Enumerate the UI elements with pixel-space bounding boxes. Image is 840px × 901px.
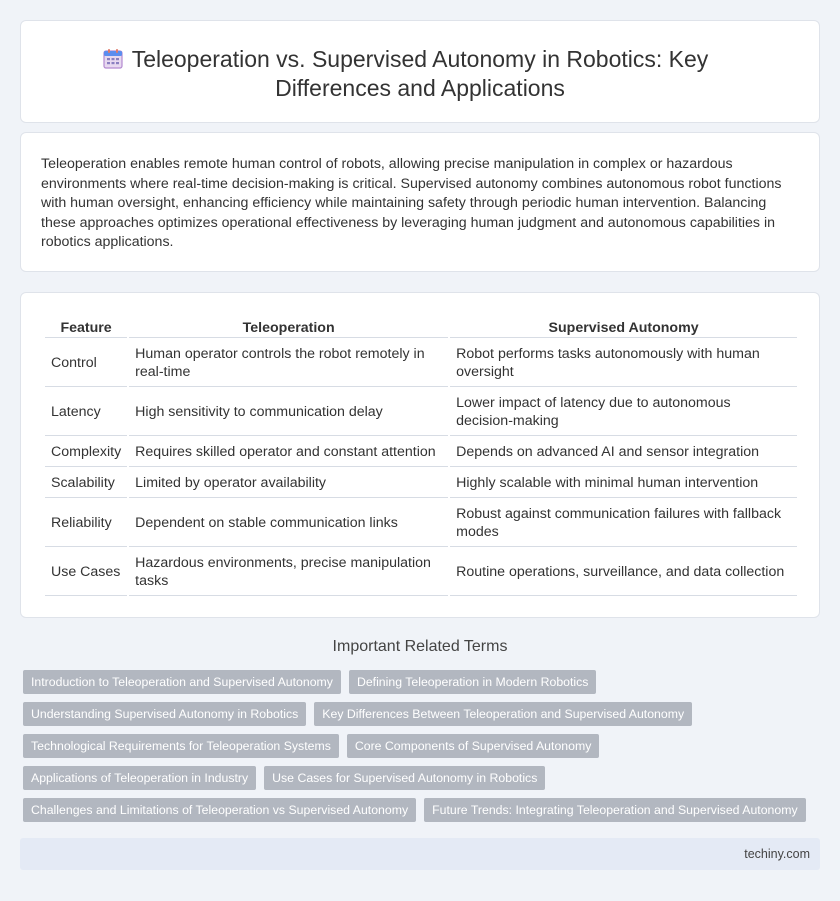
related-term-tag[interactable]: Technological Requirements for Teleoperation Systems — [23, 734, 339, 758]
related-term-tag[interactable]: Defining Teleoperation in Modern Robotics — [349, 670, 597, 694]
intro-card — [20, 132, 820, 272]
comparison-card — [20, 292, 820, 618]
table-cell: Reliability — [45, 500, 127, 547]
related-term-tag[interactable]: Use Cases for Supervised Autonomy in Robotics — [264, 766, 545, 790]
table-cell: Routine operations, surveillance, and data collection — [450, 549, 797, 596]
table-cell: Use Cases — [45, 549, 127, 596]
header-supervised-autonomy: Supervised Autonomy — [450, 316, 797, 338]
table-cell: Latency — [45, 389, 127, 436]
page-title-line1: Teleoperation vs. Supervised Autonomy in Robotics: Key — [131, 46, 709, 72]
header-teleoperation: Teleoperation — [129, 316, 448, 338]
comparison-table — [43, 314, 799, 598]
table-cell: Human operator controls the robot remotely in real-time — [129, 340, 448, 387]
table-row — [45, 500, 797, 547]
table-cell: Lower impact of latency due to autonomous decision-making — [450, 389, 797, 436]
table-row — [45, 549, 797, 596]
related-term-tag[interactable]: Introduction to Teleoperation and Supervised Autonomy — [23, 670, 341, 694]
table-cell: Requires skilled operator and constant attention — [129, 438, 448, 467]
table-row — [45, 469, 797, 498]
related-term-tag[interactable]: Applications of Teleoperation in Industry — [23, 766, 256, 790]
footer-site-link[interactable]: techiny.com — [744, 847, 810, 861]
related-term-tag[interactable]: Key Differences Between Teleoperation and Supervised Autonomy — [314, 702, 692, 726]
page-title-line2: Differences and Applications — [275, 75, 565, 101]
page-title — [21, 45, 819, 103]
related-term-tag[interactable]: Challenges and Limitations of Teleoperation vs Supervised Autonomy — [23, 798, 416, 822]
table-cell: Robot performs tasks autonomously with human oversight — [450, 340, 797, 387]
header-feature: Feature — [45, 316, 127, 338]
table-row — [45, 389, 797, 436]
table-header-row — [45, 316, 797, 338]
related-term-tag[interactable]: Core Components of Supervised Autonomy — [347, 734, 600, 758]
table-cell: High sensitivity to communication delay — [129, 389, 448, 436]
table-cell: Scalability — [45, 469, 127, 498]
related-terms-list — [23, 670, 813, 830]
table-row — [45, 438, 797, 467]
table-cell: Limited by operator availability — [129, 469, 448, 498]
intro-paragraph: Teleoperation enables remote human control of robots, allowing precise manipulation in complex or hazardous environments where real-time decision-making is critical. Supervised autonomy combines autonomous robot functions with human oversight, enhancing efficiency while maintaining safety through periodic human intervention. Balancing these approaches optimizes operational effectiveness by leveraging human judgment and autonomous capabilities in robotics applications. — [41, 156, 782, 251]
table-cell: Robust against communication failures with fallback modes — [450, 500, 797, 547]
footer — [20, 838, 820, 870]
table-cell: Control — [45, 340, 127, 387]
table-cell: Highly scalable with minimal human intervention — [450, 469, 797, 498]
related-terms-heading: Important Related Terms — [332, 638, 508, 655]
table-cell: Dependent on stable communication links — [129, 500, 448, 547]
related-term-tag[interactable]: Understanding Supervised Autonomy in Robotics — [23, 702, 306, 726]
table-cell: Depends on advanced AI and sensor integration — [450, 438, 797, 467]
table-cell: Hazardous environments, precise manipulation tasks — [129, 549, 448, 596]
table-cell: Complexity — [45, 438, 127, 467]
table-row — [45, 340, 797, 387]
related-term-tag[interactable]: Future Trends: Integrating Teleoperation and Supervised Autonomy — [424, 798, 806, 822]
title-card — [20, 20, 820, 123]
